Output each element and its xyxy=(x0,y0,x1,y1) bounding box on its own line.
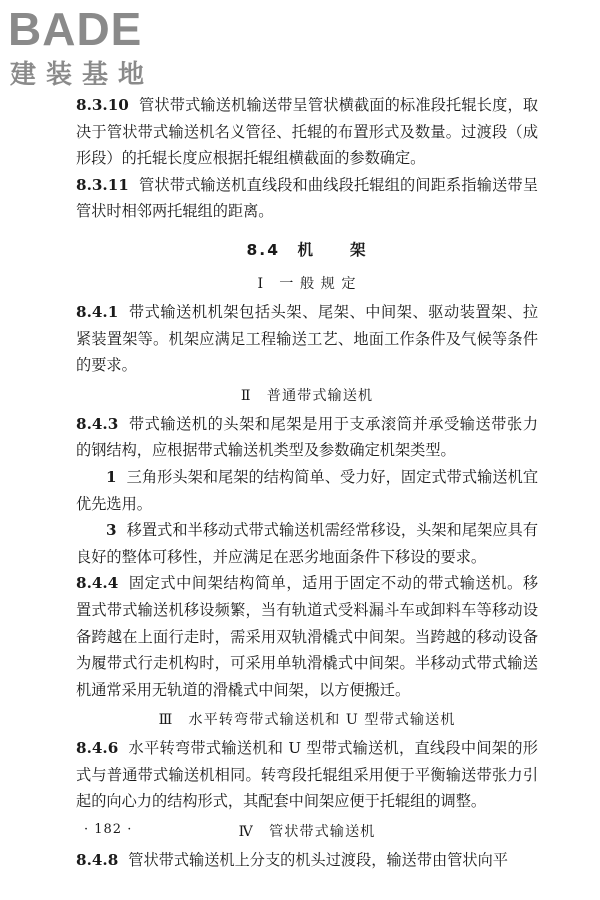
clause-number: 8.4.3 xyxy=(76,414,119,433)
clause-number: 8.4.6 xyxy=(76,739,119,758)
page-number: · 182 · xyxy=(84,822,133,837)
paragraph-8-4-3 xyxy=(76,411,538,464)
subsection-title-ordinary: Ⅱ 普通带式输送机 xyxy=(240,387,374,404)
clause-number: 8.4.8 xyxy=(76,851,119,870)
clause-number: 8.4.4 xyxy=(76,574,119,593)
paragraph-8-3-10 xyxy=(76,92,538,172)
paragraph-8-3-11 xyxy=(76,172,538,225)
item-text: 三角形头架和尾架的结构简单、受力好，固定式带式输送机宜优先选用。 xyxy=(76,467,538,513)
bade-logo xyxy=(8,3,178,90)
clause-text: 带式输送机的头架和尾架是用于支承滚筒并承受输送带张力的钢结构，应根据带式输送机类型及参数确定机架类型。 xyxy=(76,414,538,460)
logo-main-text: BADE xyxy=(8,3,143,55)
item-number: 1 xyxy=(106,467,117,486)
clause-text: 带式输送机机架包括头架、尾架、中间架、驱动装置架、拉紧装置架等。机架应满足工程输送工艺、地面工作条件及气候等条件的要求。 xyxy=(76,302,538,375)
clause-text: 管状带式输送机上分支的机头过渡段，输送带由管状向平 xyxy=(128,851,508,870)
section-title-8-4: 8.4 机 架 xyxy=(246,240,368,259)
subsection-title-horizontal-turn: Ⅲ 水平转弯带式输送机和 U 型带式输送机 xyxy=(158,712,456,729)
list-item-3 xyxy=(76,517,538,570)
logo-sub-text: 建装基地 xyxy=(10,60,155,90)
clause-number: 8.3.11 xyxy=(76,175,129,194)
paragraph-8-4-8 xyxy=(76,847,538,874)
clause-text: 水平转弯带式输送机和 U 型带式输送机，直线段中间架的形式与普通带式输送机相同。转弯段托辊组采用便于平衡输送带张力引起的向心力的结构形式，其配套中间架应便于托辊组的调整。 xyxy=(76,739,538,811)
item-number: 3 xyxy=(106,521,117,540)
clause-number: 8.4.1 xyxy=(76,302,119,321)
clause-text: 固定式中间架结构简单，适用于固定不动的带式输送机。移置式带式输送机移设频繁，当有轨道式受料漏斗车或卸料车等移动设备跨越在上面行走时，需采用双轨滑橇式中间架。当跨越的移动设备为履带式行走机构时，可采用单轨滑橇式中间架。半移动式带式输送机通常采用无轨道的滑橇式中间架，以方便搬迁。 xyxy=(76,574,538,699)
subsection-title-pipe-conveyor: Ⅳ 管状带式输送机 xyxy=(238,824,376,841)
paragraph-8-4-6 xyxy=(76,735,538,815)
paragraph-8-4-1 xyxy=(76,299,538,379)
clause-text: 管状带式输送机直线段和曲线段托辊组的间距系指输送带呈管状时相邻两托辊组的距离。 xyxy=(76,175,538,221)
clause-number: 8.3.10 xyxy=(76,96,129,114)
subsection-title-general: Ⅰ 一 般 规 定 xyxy=(257,275,357,292)
clause-text: 管状带式输送机输送带呈管状横截面的标准段托辊长度，取决于管状带式输送机名义管径、托辊的布置形式及数量。过渡段（成形段）的托辊长度应根据托辊组横截面的参数确定。 xyxy=(76,96,538,168)
paragraph-8-4-4 xyxy=(76,570,538,703)
item-text: 移置式和半移动式带式输送机需经常移设，头架和尾架应具有良好的整体可移性，并应满足在恶劣地面条件下移设的要求。 xyxy=(76,521,538,566)
list-item-1 xyxy=(76,464,538,517)
document-body xyxy=(76,92,538,874)
